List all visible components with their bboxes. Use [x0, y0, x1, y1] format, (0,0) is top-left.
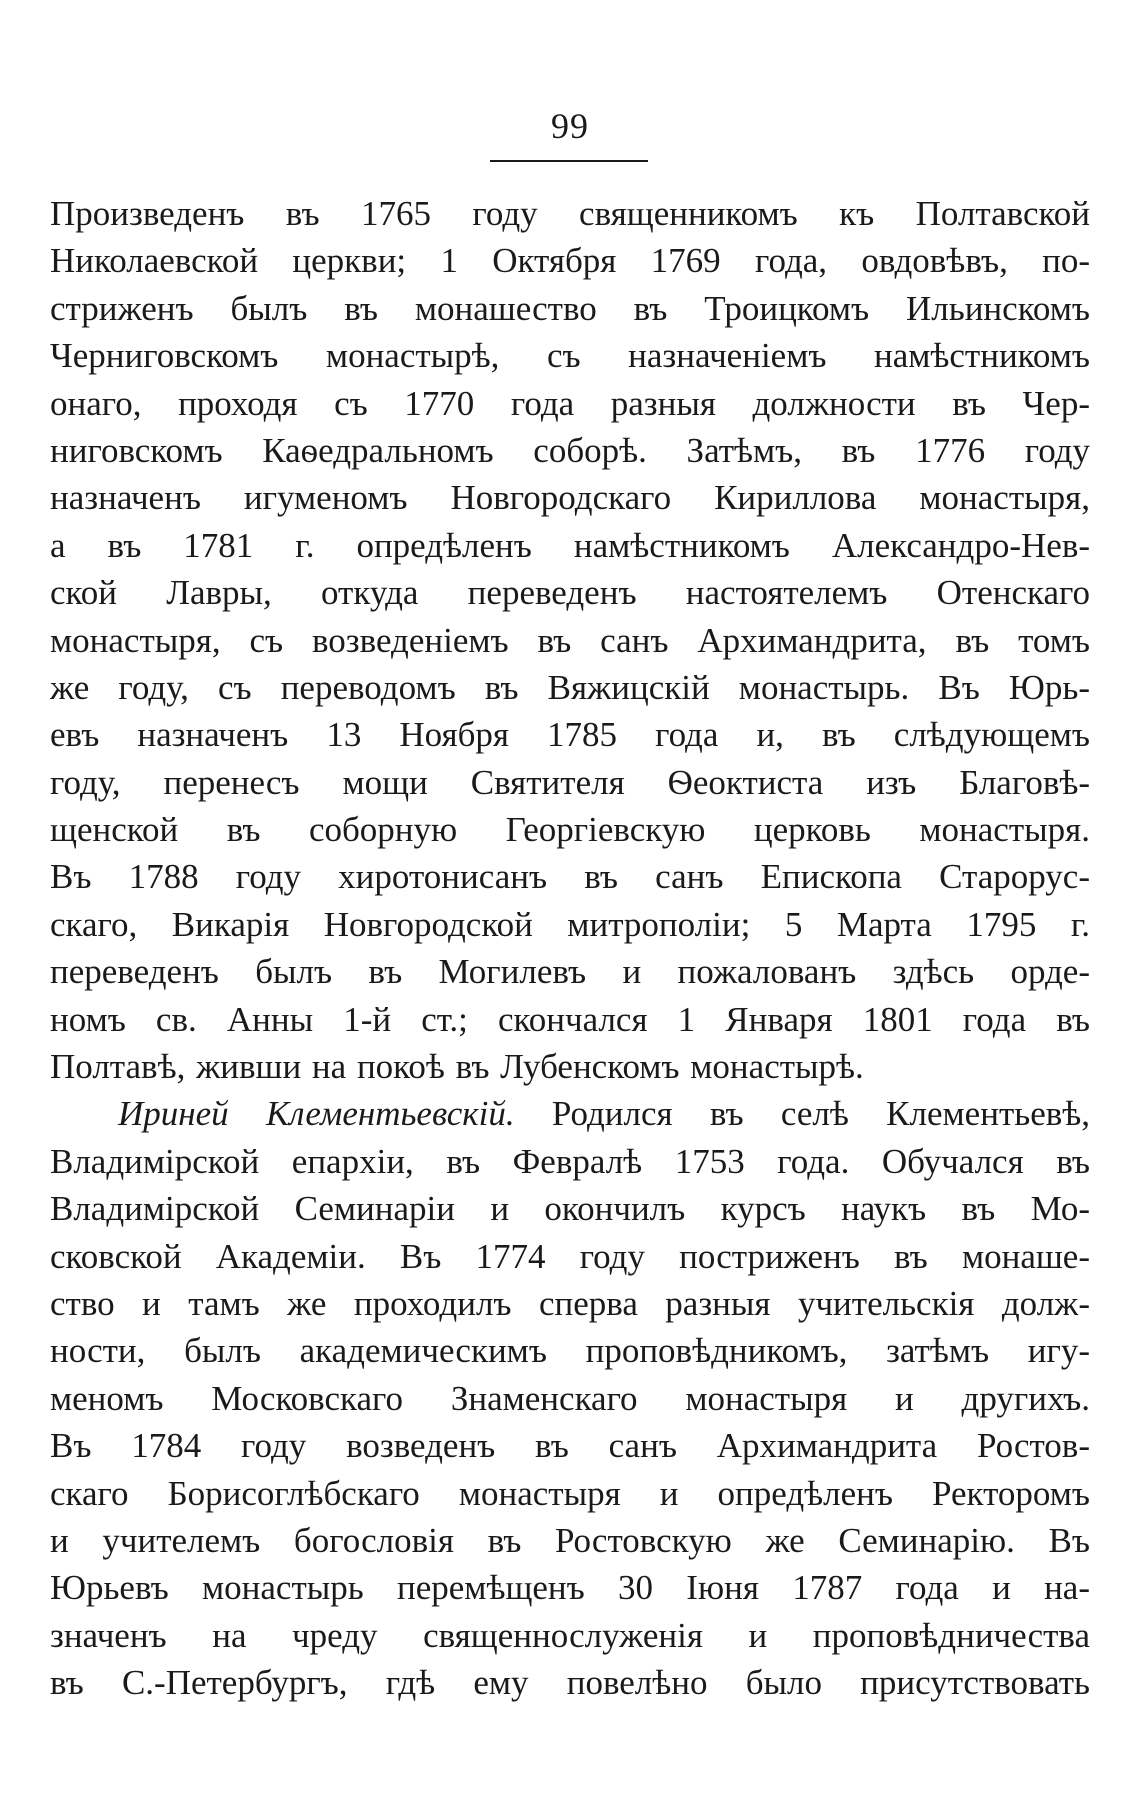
text-line: и учителемъ богословія въ Ростовскую же Семинарію. Въ [50, 1520, 1090, 1560]
text-line: а въ 1781 г. опредѣленъ намѣстникомъ Александро-Нев- [50, 525, 1090, 565]
text-line: скаго Борисоглѣбскаго монастыря и опредѣленъ Ректоромъ [50, 1473, 1090, 1513]
text-line: Въ 1784 году возведенъ въ санъ Архимандрита Ростов- [50, 1426, 1090, 1466]
paragraph-2-first-line [50, 1090, 1090, 1137]
text-line: Полтавѣ, живши на покоѣ въ Лубенскомъ монастырѣ. [50, 1047, 864, 1087]
page-number: 99 [551, 106, 589, 146]
text-line: номъ св. Анны 1-й ст.; скончался 1 Января 1801 года въ [50, 999, 1090, 1039]
text-line: ности, былъ академическимъ проповѣдникомъ, затѣмъ игу- [50, 1331, 1090, 1371]
text-line: значенъ на чреду священнослуженія и проповѣдничества [50, 1615, 1090, 1655]
header-rule [490, 160, 648, 162]
paragraph-2 [50, 1090, 1090, 1706]
text-line: Произведенъ въ 1765 году священникомъ къ Полтавской [50, 194, 1090, 233]
text-line: Юрьевъ монастырь перемѣщенъ 30 Іюня 1787 года и на- [50, 1568, 1090, 1608]
text-line: Въ 1788 году хиротонисанъ въ санъ Епископа Старорус- [50, 857, 1090, 897]
text-line: онаго, проходя съ 1770 года разныя должности въ Чер- [50, 383, 1090, 423]
text-line: стриженъ былъ въ монашество въ Троицкомъ Ильинскомъ [50, 288, 1090, 328]
text-line: ской Лавры, откуда переведенъ настоятелемъ Отенскаго [50, 573, 1090, 613]
text-line: скаго, Викарія Новгородской митрополіи; 5 Марта 1795 г. [50, 904, 1090, 944]
text-line: евъ назначенъ 13 Ноября 1785 года и, въ слѣдующемъ [50, 715, 1090, 755]
text-line: ство и тамъ же проходилъ сперва разныя учительскія долж- [50, 1283, 1090, 1323]
person-name: Ириней Клементьевскій. [118, 1094, 515, 1134]
text-line: Черниговскомъ монастырѣ, съ назначеніемъ намѣстникомъ [50, 336, 1090, 376]
text-line: же году, съ переводомъ въ Вяжицскій монастырь. Въ Юрь- [50, 667, 1090, 707]
text-line: въ С.-Петербургъ, гдѣ ему повелѣно было присутствовать [50, 1663, 1090, 1703]
body-text [50, 190, 1090, 1707]
paragraph-1 [50, 190, 1090, 1090]
text-line: Николаевской церкви; 1 Октября 1769 года, овдовѣвъ, по- [50, 241, 1090, 281]
text-line: году, перенесъ мощи Святителя Ѳеоктиста изъ Благовѣ- [50, 762, 1090, 802]
text-line: меномъ Московскаго Знаменскаго монастыря и другихъ. [50, 1378, 1090, 1418]
text-line: Владимірской Семинаріи и окончилъ курсъ наукъ въ Мо- [50, 1189, 1090, 1229]
text-line: щенской въ соборную Георгіевскую церковь монастыря. [50, 810, 1090, 850]
text-line: сковской Академіи. Въ 1774 году постриженъ въ монаше- [50, 1236, 1090, 1276]
text-line: монастыря, съ возведеніемъ въ санъ Архимандрита, въ томъ [50, 620, 1090, 660]
text-line: назначенъ игуменомъ Новгородскаго Кириллова монастыря, [50, 478, 1090, 518]
text-fragment: Родился въ селѣ Клементьевѣ, [551, 1094, 1090, 1134]
text-line: переведенъ былъ въ Могилевъ и пожалованъ здѣсь орде- [50, 952, 1090, 992]
text-line: ниговскомъ Каѳедральномъ соборѣ. Затѣмъ, въ 1776 году [50, 430, 1090, 470]
text-line: Владимірской епархіи, въ Февралѣ 1753 года. Обучался въ [50, 1141, 1090, 1181]
